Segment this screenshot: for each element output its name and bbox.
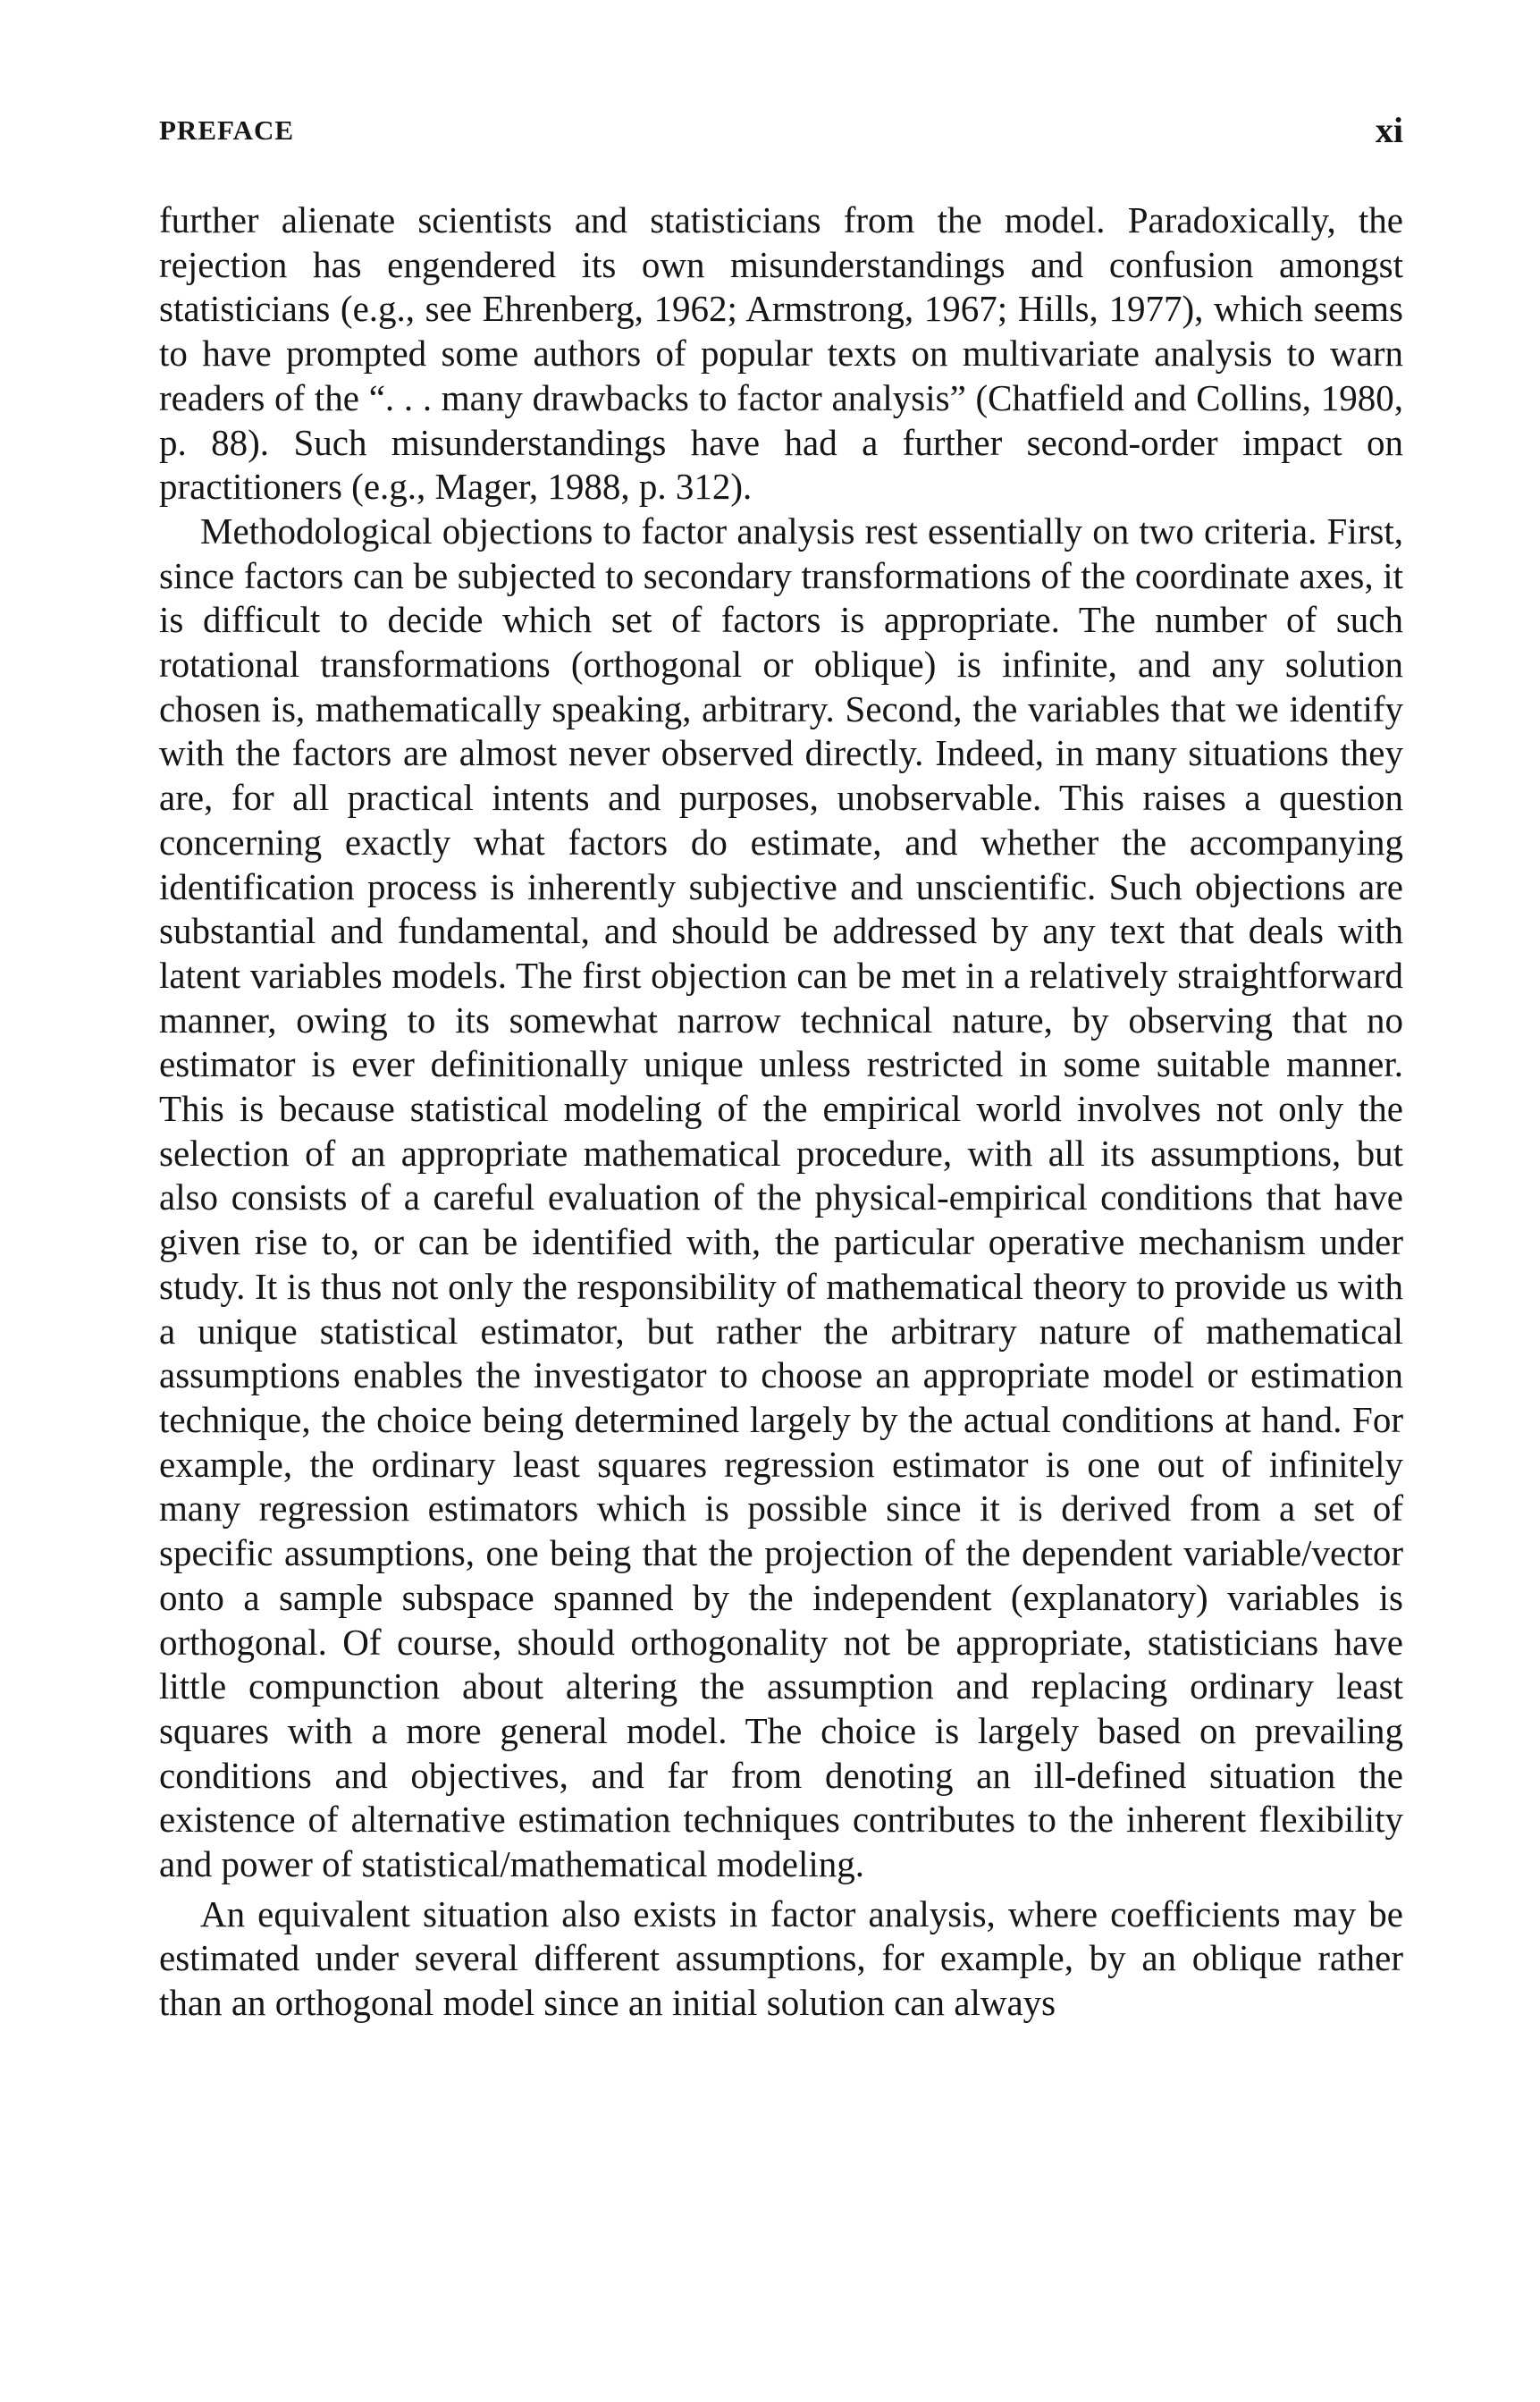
body-text	[159, 198, 1403, 2026]
running-head	[159, 110, 1403, 150]
section-title: PREFACE	[159, 114, 295, 146]
paragraph-methodological-objections: Methodological objections to factor analysis rest essentially on two criteria. First, since factors can be subjected to secondary transformations of the coordinate axes, it is difficult to decide which set of factors is appropriate. The number of such rotational transformations (orthogonal or oblique) is infinite, and any solution chosen is, mathematically speaking, arbitrary. Second, the variables that we identify with the factors are almost never observed directly. Indeed, in many situations they are, for all practical intents and purposes, unobservable. This raises a question concerning exactly what factors do estimate, and whether the accompanying identification process is inherently subjective and unscientific. Such objections are substantial and fundamental, and should be addressed by any text that deals with latent variables models. The first objection can be met in a relatively straightforward manner, owing to its somewhat narrow technical nature, by observing that no estimator is ever definitionally unique unless restricted in some suitable manner. This is because statistical modeling of the empirical world involves not only the selection of an appropriate mathematical procedure, with all its assumptions, but also consists of a careful evaluation of the physical-empirical conditions that have given rise to, or can be identified with, the particular operative mechanism under study. It is thus not only the responsibility of mathematical theory to provide us with a unique statistical estimator, but rather the arbitrary nature of mathematical assumptions enables the investigator to choose an appropriate model or estimation technique, the choice being determined largely by the actual conditions at hand. For example, the ordinary least squares regression estimator is one out of infinitely many regression estimators which is possible since it is derived from a set of specific assumptions, one being that the projection of the dependent variable/vector onto a sample subspace spanned by the independent (explanatory) variables is orthogonal. Of course, should orthogonality not be appropriate, statisticians have little compunction about altering the assumption and replacing ordinary least squares with a more general model. The choice is largely based on prevailing conditions and objectives, and far from denoting an ill-defined situation the existence of alternative estimation techniques contributes to the inherent flexibility and power of statistical/mathematical modeling.	[159, 510, 1403, 1885]
paragraph-continued: further alienate scientists and statisticians from the model. Paradoxically, the rejection has engendered its own misunderstandings and confusion amongst statisticians (e.g., see Ehrenberg, 1962; Armstrong, 1967; Hills, 1977), which seems to have prompted some authors of popular texts on multivariate analysis to warn readers of the “. . . many drawbacks to factor analysis” (Chatfield and Collins, 1980, p. 88). Such misunderstandings have had a further second-order impact on practitioners (e.g., Mager, 1988, p. 312).	[159, 199, 1403, 508]
page-number: xi	[1375, 110, 1403, 150]
paragraph-equivalent-situation: An equivalent situation also exists in factor analysis, where coefficients may be estimated under several different assumptions, for example, by an oblique rather than an orthogonal model since an initial solution can always	[159, 1892, 1403, 2024]
